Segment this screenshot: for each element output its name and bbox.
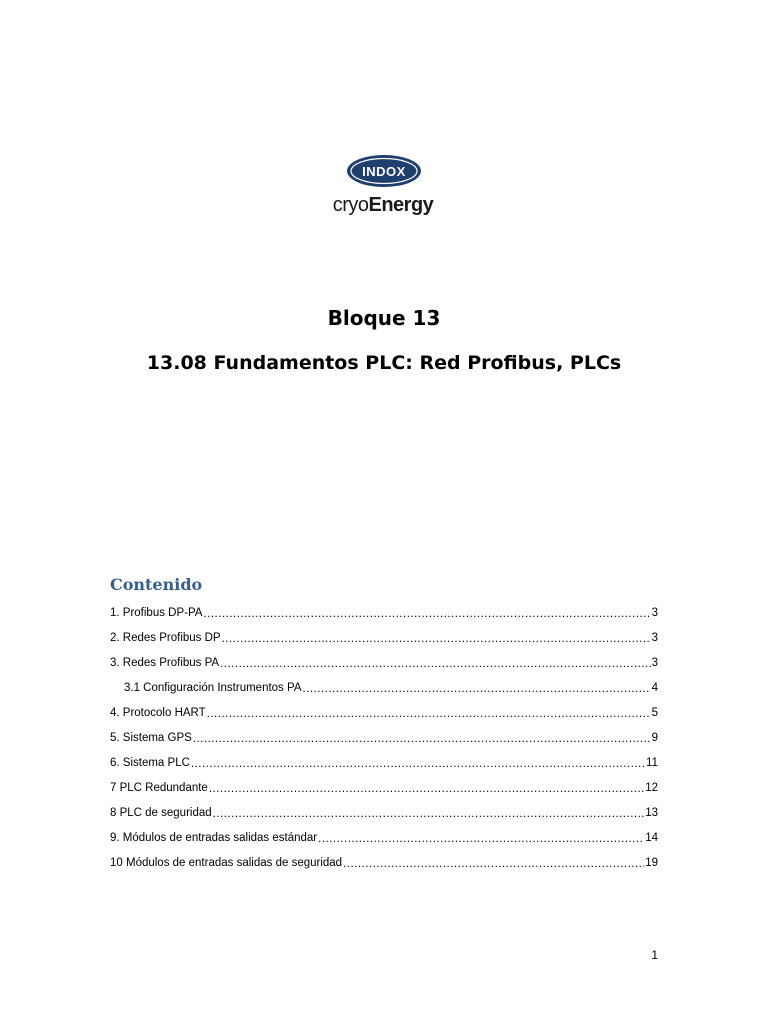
toc-entry-page: 11 [646,756,658,769]
toc-entry-title: 10 Módulos de entradas salidas de seguridad [110,856,343,869]
page-number: 1 [651,948,658,962]
indox-badge-logo [346,154,422,188]
toc-heading: Contenido [110,575,203,594]
toc-entry[interactable] [110,700,658,725]
toc-leader-dots [213,809,645,826]
svg-text:INDOX: INDOX [362,164,406,179]
toc-entry-page: 12 [645,781,658,794]
toc-entry[interactable] [110,650,658,675]
toc-entry-title: 8 PLC de seguridad [110,806,212,819]
toc-leader-dots [191,759,645,776]
document-title-block: Bloque 13 [327,306,441,330]
toc-leader-dots [207,709,651,726]
cryoenergy-wordmark [308,194,458,217]
document-subtitle: 13.08 Fundamentos PLC: Red Profibus, PLCs [146,352,622,374]
toc-leader-dots [203,609,650,626]
toc-entry[interactable] [110,600,658,625]
toc-entry-title: 2. Redes Profibus DP [110,631,221,644]
toc-entry-title: 4. Protocolo HART [110,706,206,719]
toc-entry-title: 5. Sistema GPS [110,731,192,744]
toc-entry[interactable] [110,850,658,875]
toc-subentry[interactable] [110,675,658,700]
toc-leader-dots [343,859,644,876]
toc-entry-page: 3 [651,631,658,644]
toc-entry-page: 4 [651,681,658,694]
toc-entry[interactable] [110,825,658,850]
toc-entry-title: 6. Sistema PLC [110,756,190,769]
wordmark-bold: Energy [368,194,434,216]
toc-entry-page: 5 [651,706,658,719]
toc-leader-dots [222,634,651,651]
toc-leader-dots [318,834,644,851]
toc-entry-page: 14 [645,831,658,844]
toc-entry-page: 13 [645,806,658,819]
toc-entry[interactable] [110,800,658,825]
toc-entry-page: 9 [651,731,658,744]
toc-entry-page: 19 [645,856,658,869]
toc-entry[interactable] [110,750,658,775]
toc-leader-dots [303,684,651,701]
toc-entry[interactable] [110,725,658,750]
toc-entry-title: 3.1 Configuración Instrumentos PA [124,681,302,694]
toc-entry-title: 1. Profibus DP-PA [110,606,203,619]
table-of-contents [110,600,658,875]
toc-leader-dots [220,659,651,676]
toc-entry[interactable] [110,625,658,650]
wordmark-light: cryo [332,194,369,216]
toc-entry-title: 7 PLC Redundante [110,781,208,794]
toc-leader-dots [193,734,651,751]
toc-entry-page: 3 [651,606,658,619]
toc-leader-dots [209,784,644,801]
toc-entry-title: 9. Módulos de entradas salidas estándar [110,831,318,844]
toc-entry-title: 3. Redes Profibus PA [110,656,220,669]
company-logo [308,150,458,225]
toc-entry-page: 3 [651,656,658,669]
toc-entry[interactable] [110,775,658,800]
